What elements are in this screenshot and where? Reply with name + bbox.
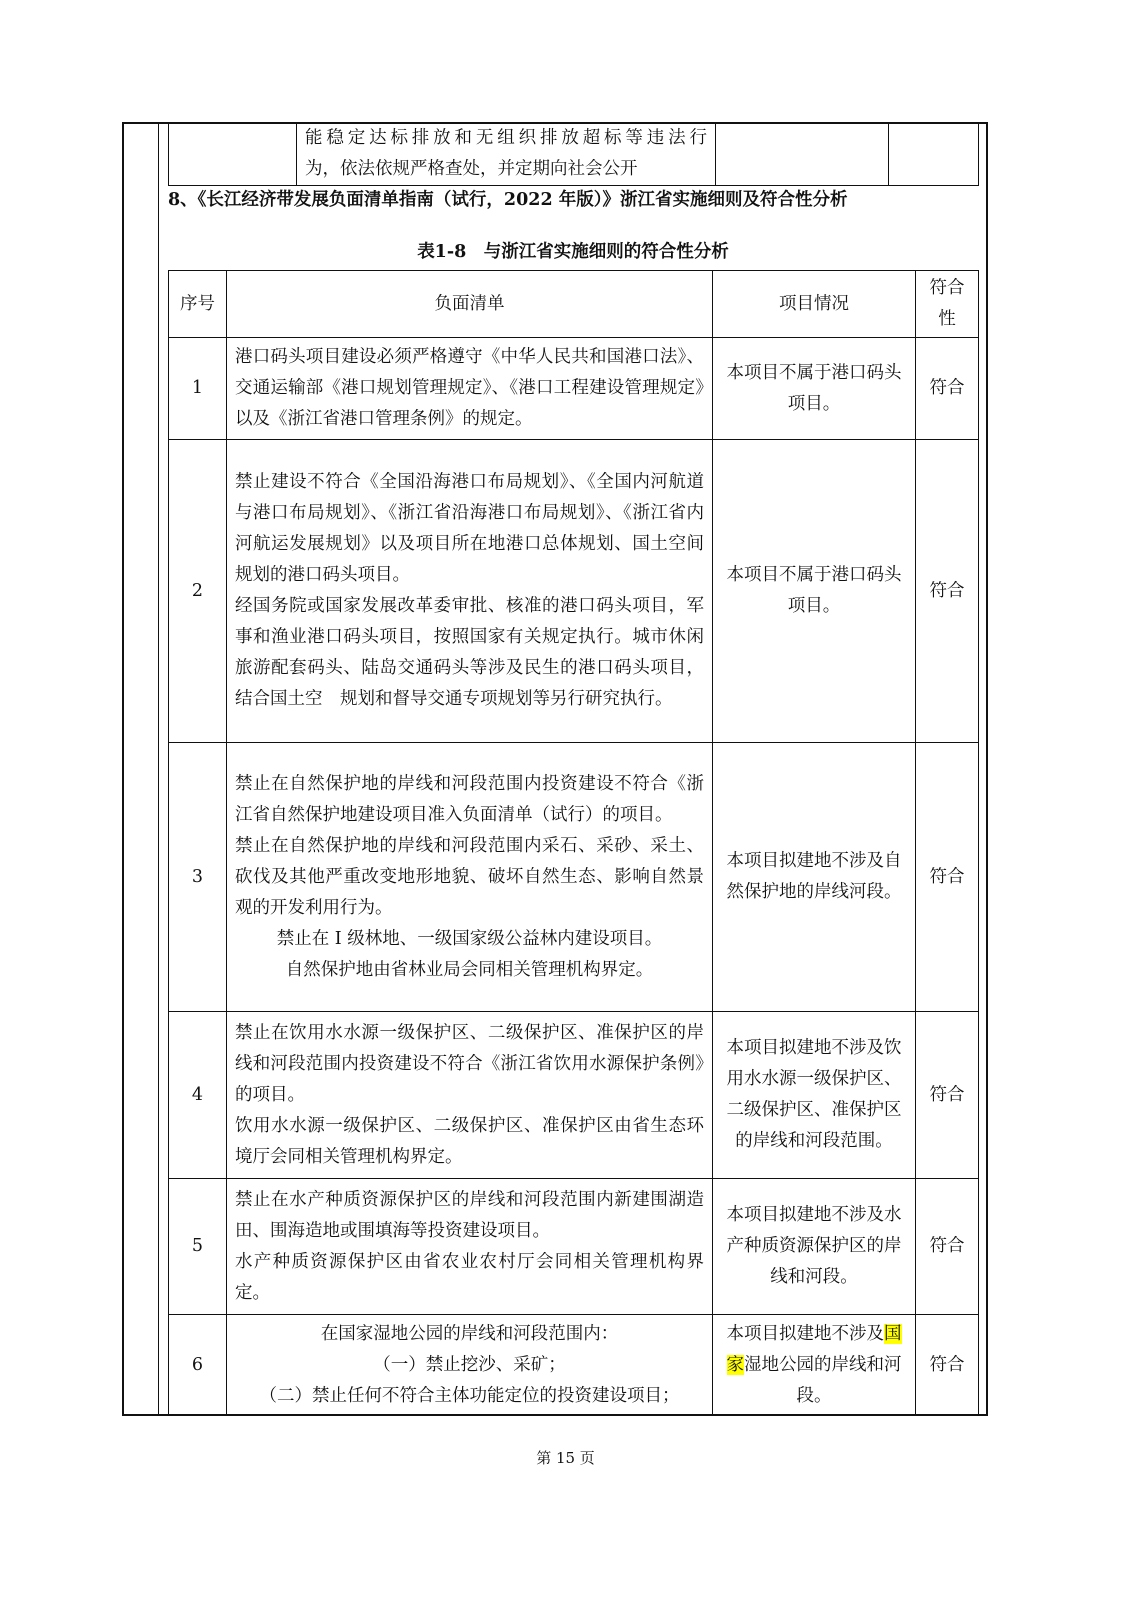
row-project-status: 本项目不属于港口码头项目。 [713,338,916,440]
row-negative-list [227,1012,713,1179]
header-compliance: 符合性 [916,271,979,338]
cont-cell-text [297,123,716,186]
status-text: 湿地公园的岸线和河段。 [744,1354,902,1406]
row-project-status: 本项目拟建地不涉及水产种质资源保护区的岸线和河段。 [713,1179,916,1315]
row-project-status [713,1315,916,1416]
cont-cell-empty [889,123,979,186]
row-compliance: 符合 [916,743,979,1012]
table-row [169,743,979,1012]
table-row [169,1179,979,1315]
row-paragraph: 禁止在饮用水水源一级保护区、二级保护区、准保护区的岸线和河段范围内投资建设不符合《浙江省饮用水源保护条例》的项目。 [235,1022,704,1105]
row-paragraph: 禁止在自然保护地的岸线和河段范围内采石、采砂、采土、砍伐及其他严重改变地形地貌、破坏自然生态、影响自然景观的开发利用行为。 [235,835,704,918]
table-row [169,123,979,186]
table-row [169,338,979,440]
row-compliance: 符合 [916,1179,979,1315]
row-paragraph: （一）禁止挖沙、采矿； [373,1354,566,1375]
table-row [169,440,979,743]
row-negative-list [227,1315,713,1416]
row-project-status: 本项目拟建地不涉及自然保护地的岸线河段。 [713,743,916,1012]
frame-inner-rule [158,122,159,1416]
row-compliance: 符合 [916,1315,979,1416]
section-heading: 8、《长江经济带发展负面清单指南（试行，2022 年版）》浙江省实施细则及符合性分析 [168,190,848,210]
row-compliance: 符合 [916,338,979,440]
row-negative-list [227,1179,713,1315]
row-paragraph: 饮用水水源一级保护区、二级保护区、准保护区由省生态环境厅会同相关管理机构界定。 [235,1115,704,1167]
compliance-table [168,270,979,1416]
row-paragraph: 港口码头项目建设必须严格遵守《中华人民共和国港口法》、交通运输部《港口规划管理规定》、《港口工程建设管理规定》以及《浙江省港口管理条例》的规定。 [235,347,704,429]
header-index: 序号 [169,271,227,338]
row-project-status: 本项目不属于港口码头项目。 [713,440,916,743]
header-row [169,271,979,338]
highlighted-text: 国家 [726,1323,902,1375]
cont-line: 为，依法依规严格查处，并定期向社会公开 [305,159,638,179]
cont-cell-empty [169,123,297,186]
table-row [169,1315,979,1416]
row-negative-list [227,338,713,440]
row-paragraph: 禁止建设不符合《全国沿海港口布局规划》、《全国内河航道与港口布局规划》、《浙江省沿海港口布局规划》、《浙江省内河航运发展规划》以及项目所在地港口总体规划、国土空间规划的港口码头项目。 [235,472,704,585]
row-paragraph: 在国家湿地公园的岸线和河段范围内： [320,1323,619,1344]
row-paragraph: （二）禁止任何不符合主体功能定位的投资建设项目； [259,1385,680,1406]
row-negative-list [227,440,713,743]
row-compliance: 符合 [916,440,979,743]
row-compliance: 符合 [916,1012,979,1179]
row-index: 1 [169,338,227,440]
row-paragraph: 经国务院或国家发展改革委审批、核准的港口码头项目，军事和渔业港口码头项目，按照国家有关规定执行。城市休闲旅游配套码头、陆岛交通码头等涉及民生的港口码头项目，结合国土空 规划和督导交通专项规划等另行研究执行。 [235,596,704,709]
row-project-status: 本项目拟建地不涉及饮用水水源一级保护区、二级保护区、准保护区的岸线和河段范围。 [713,1012,916,1179]
row-index: 4 [169,1012,227,1179]
cont-line: 能稳定达标排放和无组织排放超标等违法行 [305,128,707,148]
row-index: 2 [169,440,227,743]
continuation-table [168,122,979,186]
row-paragraph: 禁止在自然保护地的岸线和河段范围内投资建设不符合《浙江省自然保护地建设项目准入负面清单（试行）的项目。 [235,773,704,825]
row-paragraph: 自然保护地由省林业局会同相关管理机构界定。 [285,959,654,980]
cont-cell-empty [716,123,889,186]
row-paragraph: 水产种质资源保护区由省农业农村厅会同相关管理机构界定。 [235,1251,704,1303]
row-paragraph: 禁止在 Ⅰ 级林地、一级国家级公益林内建设项目。 [276,928,663,949]
status-text: 本项目拟建地不涉及 [726,1323,884,1344]
row-paragraph: 禁止在水产种质资源保护区的岸线和河段范围内新建围湖造田、围海造地或围填海等投资建设项目。 [235,1189,704,1241]
table-row [169,1012,979,1179]
header-project-status: 项目情况 [713,271,916,338]
table-caption: 表1-8 与浙江省实施细则的符合性分析 [417,242,729,262]
page-number: 第 15 页 [536,1449,595,1467]
row-index: 3 [169,743,227,1012]
row-negative-list [227,743,713,1012]
header-negative-list: 负面清单 [227,271,713,338]
row-index: 6 [169,1315,227,1416]
row-index: 5 [169,1179,227,1315]
